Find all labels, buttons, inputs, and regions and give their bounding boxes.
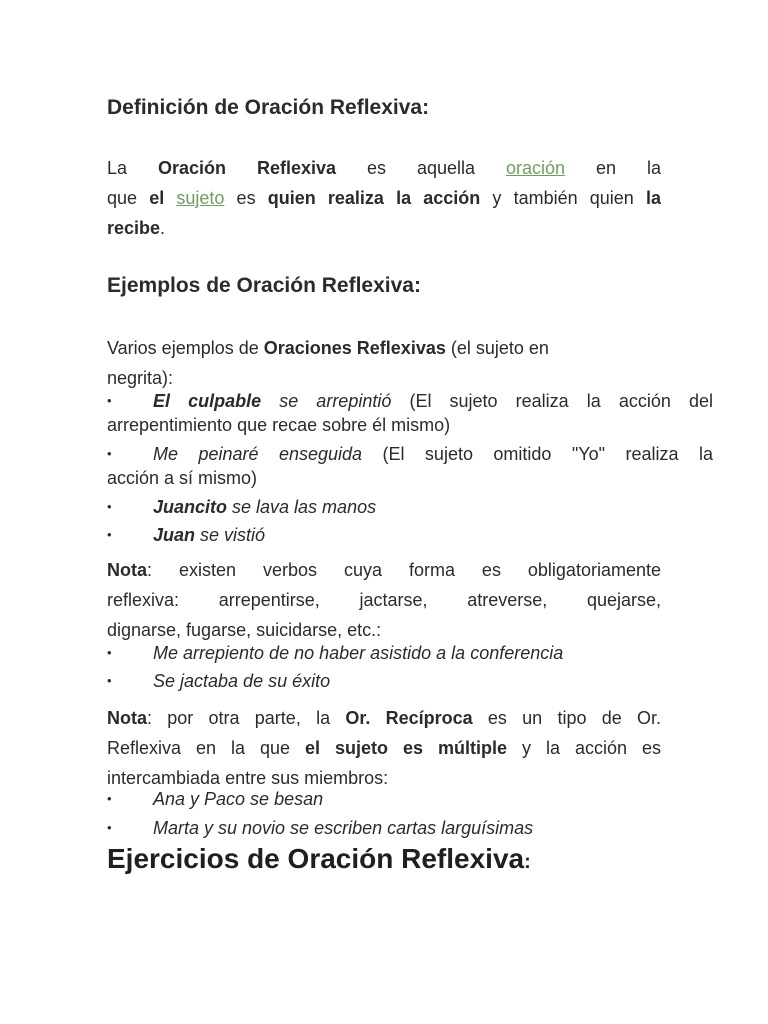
list-item: • El culpable se arrepintió (El sujeto realiza la acción del arrepentimiento que recae sobre él mismo)	[107, 391, 714, 435]
bullet-icon: •	[107, 393, 112, 408]
list-item: • Marta y su novio se escriben cartas larguísimas	[107, 818, 534, 838]
heading-examples: Ejemplos de Oración Reflexiva:	[107, 274, 421, 297]
heading-exercises: Ejercicios de Oración Reflexiva:	[107, 843, 531, 874]
definition-tail: en la	[565, 158, 661, 178]
bullet-icon: •	[107, 791, 112, 806]
note-label: Nota	[107, 708, 147, 728]
bullet-icon: •	[107, 673, 112, 688]
term-oraciones-reflexivas: Oraciones Reflexivas	[263, 338, 446, 358]
bullet-icon: •	[107, 446, 112, 461]
list-item: • Juan se vistió	[107, 525, 266, 545]
bullet-icon: •	[107, 645, 112, 660]
bullet-icon: •	[107, 820, 112, 835]
list-item: • Juancito se lava las manos	[107, 497, 377, 517]
heading-definition: Definición de Oración Reflexiva:	[107, 96, 430, 119]
note-1: Nota: existen verbos cuya forma es obligatoriamente reflexiva: arrepentirse, jactarse, atreverse, quejarse, dignarse, fugarse, suicidarse, etc.:	[107, 560, 661, 640]
list-item: • Se jactaba de su éxito	[107, 671, 331, 691]
list-item: • Ana y Paco se besan	[107, 789, 324, 809]
definition-line-3: recibe.	[107, 218, 166, 238]
term-oracion-reflexiva: Oración Reflexiva	[157, 158, 337, 178]
term-sujeto-multiple: el sujeto es múltiple	[305, 738, 508, 758]
note-label: Nota	[107, 560, 147, 580]
note-2: Nota: por otra parte, la Or. Recíproca es un tipo de Or. Reflexiva en la que el sujeto es múltiple y la acción es intercambiada entre sus miembros:	[107, 708, 662, 788]
list-item: • Me peinaré enseguida (El sujeto omitido "Yo" realiza la acción a sí mismo)	[107, 444, 713, 488]
link-sujeto[interactable]: sujeto	[176, 188, 225, 208]
examples-intro: Varios ejemplos de Oraciones Reflexivas (el sujeto en	[107, 338, 549, 358]
link-oracion[interactable]: oración	[505, 158, 566, 178]
bullet-icon: •	[107, 527, 112, 542]
definition-line-2: que el sujeto es quien realiza la acción y también quien la	[107, 188, 661, 208]
bullet-icon: •	[107, 499, 112, 514]
definition-paragraph: La Oración Reflexiva es aquella oración en la	[107, 158, 661, 178]
term-or-reciproca: Or. Recíproca	[345, 708, 473, 728]
term-quien-realiza: quien realiza la acción	[267, 188, 481, 208]
list-item: • Me arrepiento de no haber asistido a la conferencia	[107, 643, 564, 663]
examples-intro-line-2: negrita):	[107, 368, 174, 388]
